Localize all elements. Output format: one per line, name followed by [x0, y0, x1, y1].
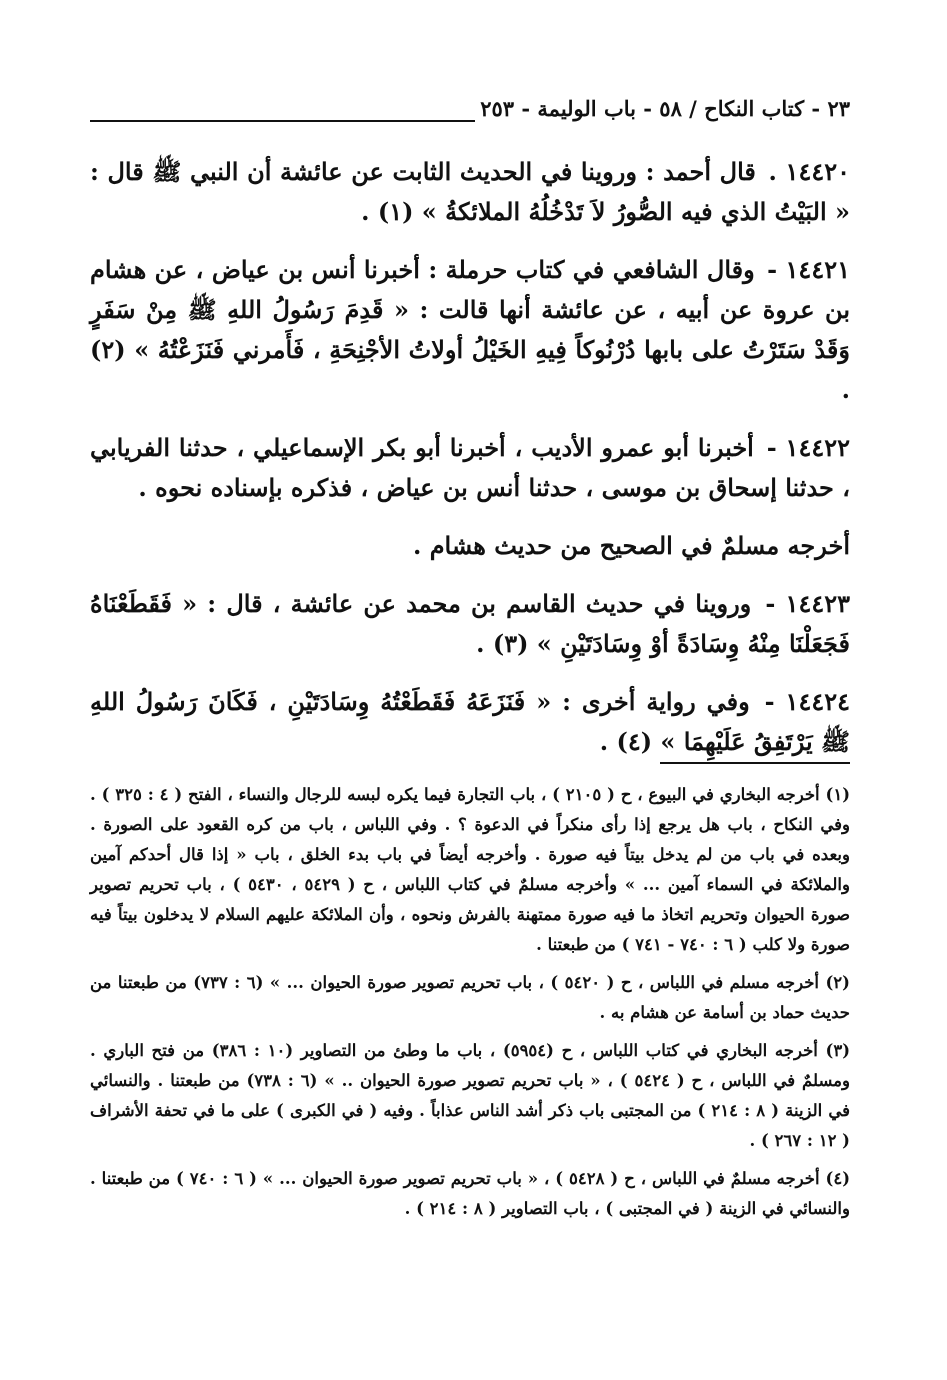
footnote-separator: [660, 762, 850, 764]
hadith-text: أخبرنا أبو عمرو الأديب ، أخبرنا أبو بكر الإسماعيلي ، حدثنا الفريابي ، حدثنا إسحاق بن موسى ، حدثنا أنس بن عياض ، فذكره بإسناده نحوه .: [90, 433, 850, 502]
hadith-text: وروينا في حديث القاسم بن محمد عن عائشة ، قال : « فَقَطَعْنَاهُ فَجَعَلْنَا مِنْهُ وِسَادَةً أوْ وِسَادَتَيْنِ » (٣) .: [90, 589, 850, 658]
page-header: [90, 90, 850, 136]
hadith-number: ١٤٤٢٠ .: [768, 157, 850, 186]
hadith-number: ١٤٤٢٣ -: [765, 589, 850, 618]
hadith-paragraph: [90, 152, 850, 232]
footnote: (٢) أخرجه مسلم في اللباس ، ح ( ٥٤٢٠ ) ، باب تحريم تصوير صورة الحيوان ... » (٦ : ٧٣٧) من طبعتنا من حديث حماد بن أسامة عن هشام به .: [90, 973, 850, 1022]
footnote: (٣) أخرجه البخاري في كتاب اللباس ، ح (٥٩٥٤) ، باب ما وطئ من التصاوير (١٠ : ٣٨٦) من فتح الباري . ومسلمٌ في اللباس ، ح ( ٥٤٢٤ ) ، « باب تحريم تصوير صورة الحيوان .. » (٦ : ٧٣٨) من طبعتنا . والنسائي في الزينة ( ٨ : ٢١٤ ) من المجتبى باب ذكر أشد الناس عذاباً . وفيه ( في الكبرى ) على ما في تحفة الأشراف ( ١٢ : ٢٦٧ ) .: [90, 1041, 850, 1150]
hadith-text: أخرجه مسلمٌ في الصحيح من حديث هشام .: [412, 531, 850, 560]
header-rule: [90, 120, 475, 122]
hadith-paragraph: [90, 584, 850, 664]
hadith-paragraph: [90, 250, 850, 410]
hadith-text: قال أحمد : وروينا في الحديث الثابت عن عائشة أن النبي ﷺ قال : « البَيْتُ الذي فيه الصُّورُ لاَ تَدْخُلُهُ الملائكةُ » (١) .: [90, 157, 850, 226]
hadith-text: وفي رواية أخرى : « فَنَزَعَهُ فَقَطَعْتُهُ وِسَادَتَيْنِ ، فَكَانَ رَسُولُ اللهِ ﷺ يَرْتَفِقُ عَلَيْهِمَا » (٤) .: [90, 687, 850, 756]
main-text: [90, 152, 850, 780]
hadith-number: ١٤٤٢٤ -: [764, 687, 850, 716]
hadith-paragraph: [90, 526, 850, 566]
footnote: (١) أخرجه البخاري في البيوع ، ح ( ٢١٠٥ ) ، باب التجارة فيما يكره لبسه للرجال والنساء ، الفتح ( ٤ : ٣٢٥ ) . وفي النكاح ، باب هل يرجع إذا رأى منكراً في الدعوة ؟ . وفي اللباس ، باب من كره القعود على الصورة . وبعده في باب من لم يدخل بيتاً فيه صورة . وأخرجه أيضاً في باب بدء الخلق ، باب « إذا قال أحدكم آمين والملائكة في السماء آمين ... » وأخرجه مسلمٌ في كتاب اللباس ، ح ( ٥٤٢٩ ، ٥٤٣٠ ) ، باب تحريم تصوير صورة الحيوان وتحريم اتخاذ ما فيه صورة ممتهنة بالفرش ونحوه ، وأن الملائكة عليهم السلام لا يدخلون بيتاً فيه صورة ولا كلب ( ٦ : ٧٤٠ - ٧٤١ ) من طبعتنا .: [90, 785, 850, 954]
hadith-number: ١٤٤٢١ -: [767, 255, 850, 284]
hadith-text: وقال الشافعي في كتاب حرملة : أخبرنا أنس بن عياض ، عن هشام بن عروة عن أبيه ، عن عائشة أنها قالت : « قَدِمَ رَسُولُ اللهِ ﷺ مِنْ سَفَرٍ وَقَدْ سَتَرْتُ على بابها دُرْنُوكاً فِيهِ الخَيْلُ أولاتُ الأجْنِحَةِ ، فَأَمرني فَنَزَعْتُهُ » (٢) .: [90, 255, 850, 404]
hadith-paragraph: [90, 428, 850, 508]
hadith-paragraph: [90, 682, 850, 762]
footnotes: [90, 780, 850, 1232]
footnote: (٤) أخرجه مسلمٌ في اللباس ، ح ( ٥٤٢٨ ) ، « باب تحريم تصوير صورة الحيوان ... » ( ٦ : ٧٤٠ ) من طبعتنا . والنسائي في الزينة ( في المجتبى ) ، باب التصاوير ( ٨ : ٢١٤ ) .: [90, 1169, 850, 1218]
book-page: [90, 90, 850, 1340]
running-header-title: ٢٣ - كتاب النكاح / ٥٨ - باب الوليمة - ٢٥٣: [480, 96, 850, 121]
hadith-number: ١٤٤٢٢ -: [766, 433, 850, 462]
